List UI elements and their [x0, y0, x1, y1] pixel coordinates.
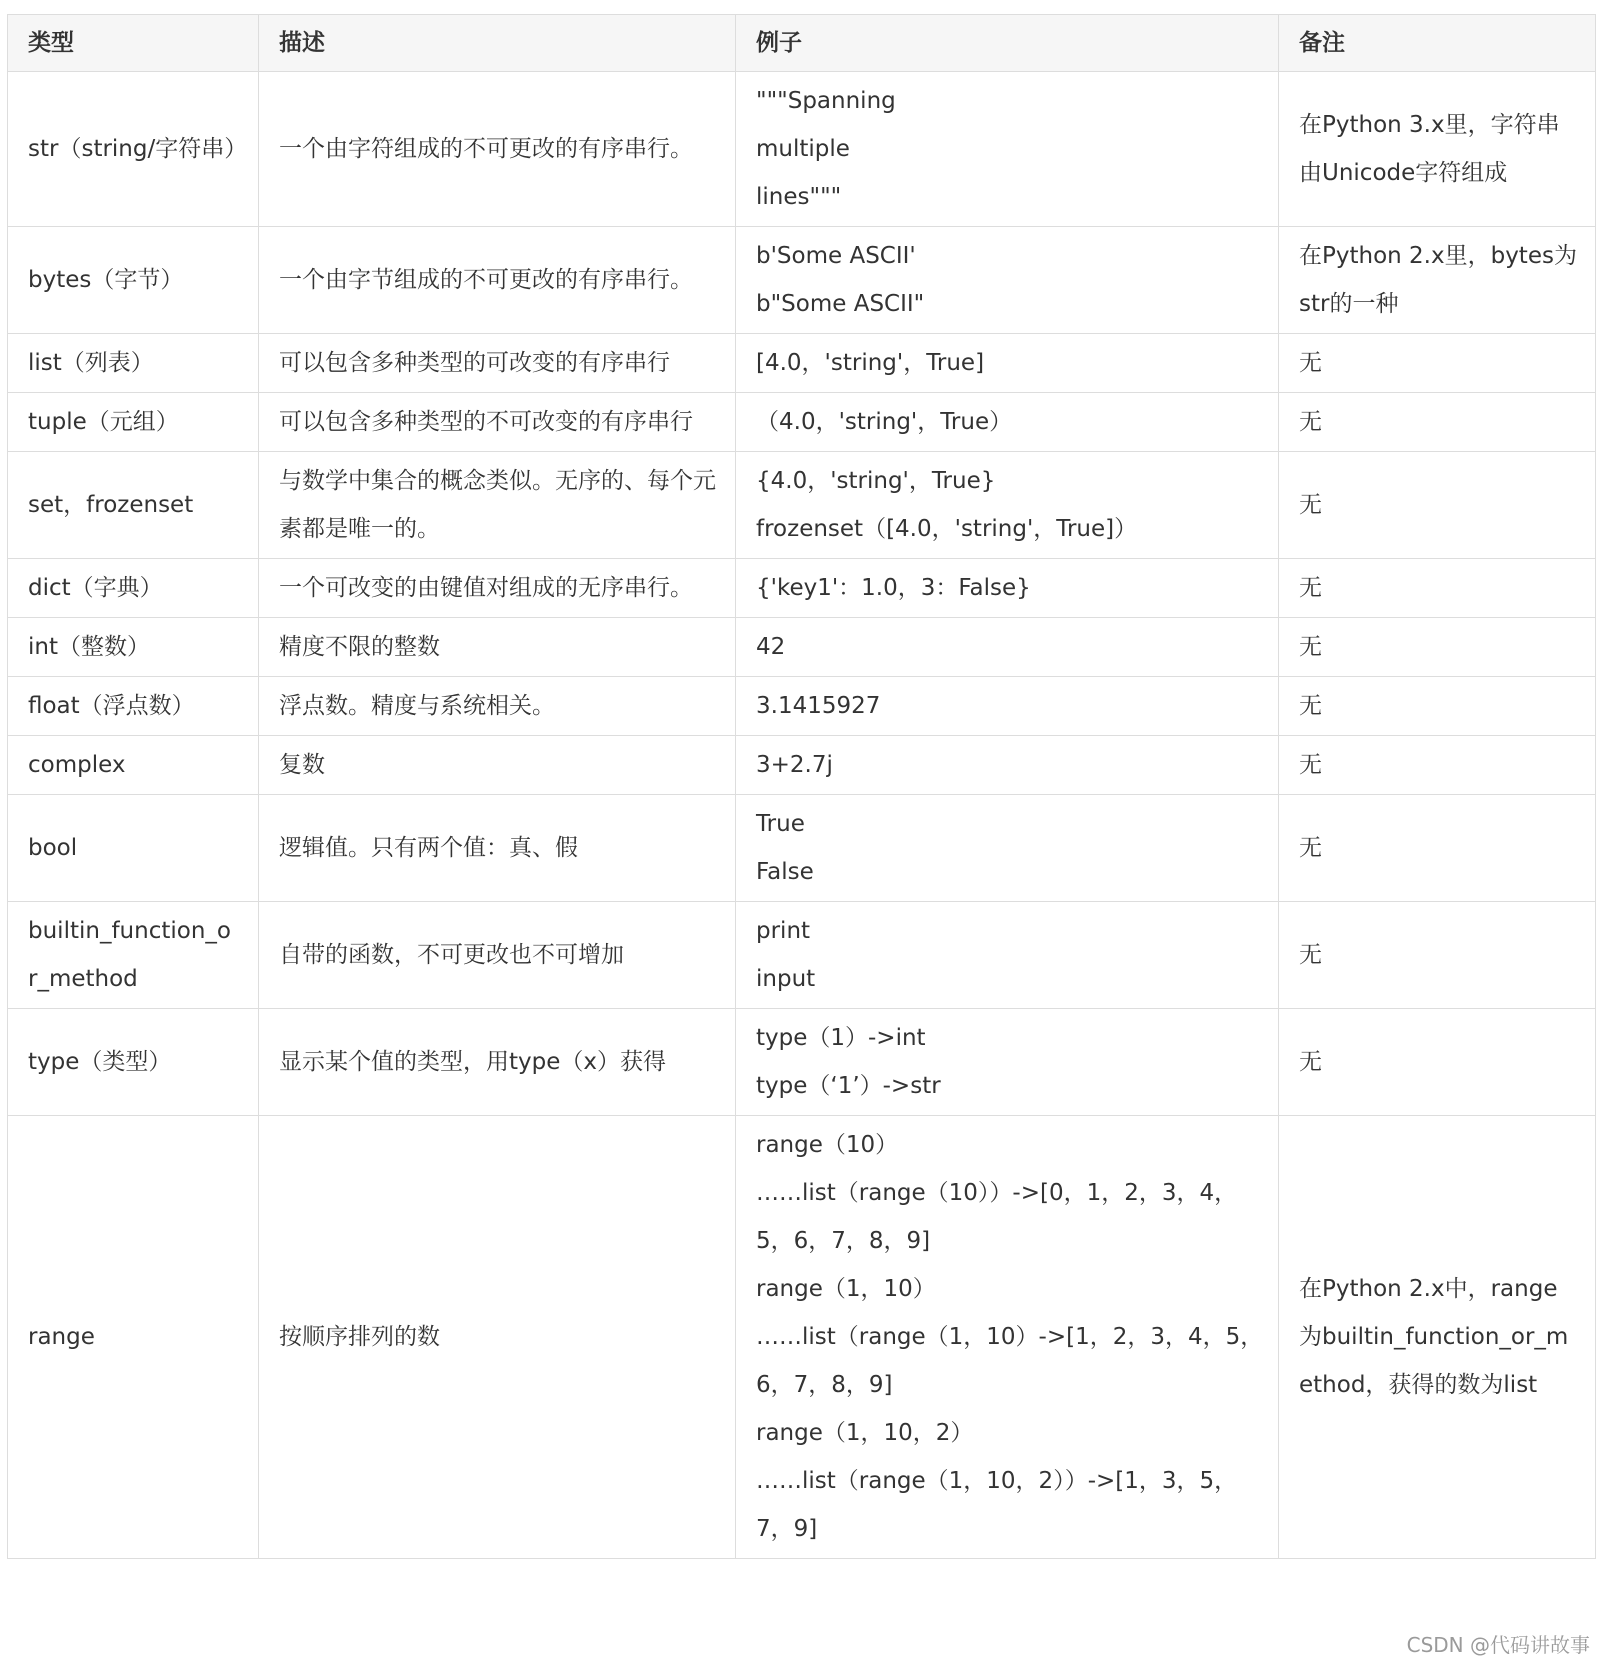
cell-example	[736, 795, 1279, 902]
cell-type: type（类型）	[8, 1009, 259, 1116]
example-line: 5，6，7，8，9]	[756, 1228, 931, 1254]
example-line: range（10）	[756, 1132, 899, 1158]
cell-note: 无	[1279, 1009, 1596, 1116]
cell-type: float（浮点数）	[8, 677, 259, 736]
cell-type: set，frozenset	[8, 452, 259, 559]
cell-example	[736, 1116, 1279, 1559]
cell-type: str（string/字符串）	[8, 72, 259, 227]
table-row	[8, 72, 1596, 227]
table-row	[8, 618, 1596, 677]
cell-description: 一个由字节组成的不可更改的有序串行。	[259, 227, 736, 334]
cell-description: 按顺序排列的数	[259, 1116, 736, 1559]
cell-example	[736, 618, 1279, 677]
cell-type: dict（字典）	[8, 559, 259, 618]
cell-example	[736, 72, 1279, 227]
example-line: b"Some ASCII"	[756, 291, 925, 317]
cell-type: list（列表）	[8, 334, 259, 393]
table-row	[8, 795, 1596, 902]
table-row	[8, 1009, 1596, 1116]
cell-type: builtin_function_or_method	[8, 902, 259, 1009]
cell-note: 无	[1279, 618, 1596, 677]
cell-description: 自带的函数，不可更改也不可增加	[259, 902, 736, 1009]
cell-note: 无	[1279, 452, 1596, 559]
example-line: multiple	[756, 136, 850, 162]
table-row	[8, 227, 1596, 334]
example-line: frozenset（[4.0，'string'，True]）	[756, 516, 1138, 542]
cell-example	[736, 559, 1279, 618]
cell-note: 无	[1279, 334, 1596, 393]
table-row	[8, 559, 1596, 618]
example-line: False	[756, 859, 814, 885]
cell-example	[736, 1009, 1279, 1116]
header-example: 例子	[736, 15, 1279, 72]
cell-description: 可以包含多种类型的可改变的有序串行	[259, 334, 736, 393]
cell-example	[736, 334, 1279, 393]
table-row	[8, 1116, 1596, 1559]
cell-example	[736, 736, 1279, 795]
cell-example	[736, 393, 1279, 452]
cell-description: 一个可改变的由键值对组成的无序串行。	[259, 559, 736, 618]
cell-example	[736, 677, 1279, 736]
table-row	[8, 452, 1596, 559]
table-row	[8, 393, 1596, 452]
example-line: 3+2.7j	[756, 752, 833, 778]
cell-description: 复数	[259, 736, 736, 795]
cell-type: bool	[8, 795, 259, 902]
example-line: 3.1415927	[756, 693, 881, 719]
example-line: [4.0，'string'，True]	[756, 350, 985, 376]
header-row	[8, 15, 1596, 72]
example-line: """Spanning	[756, 88, 896, 114]
example-line: 7，9]	[756, 1516, 818, 1542]
table-row	[8, 736, 1596, 795]
example-line: range（1，10）	[756, 1276, 936, 1302]
example-line: print	[756, 918, 811, 944]
example-line: {4.0，'string'，True}	[756, 468, 996, 494]
cell-description: 与数学中集合的概念类似。无序的、每个元素都是唯一的。	[259, 452, 736, 559]
example-line: ……list（range（1，10，2））->[1，3，5，	[756, 1468, 1238, 1494]
cell-type: tuple（元组）	[8, 393, 259, 452]
cell-type: range	[8, 1116, 259, 1559]
example-line: b'Some ASCII'	[756, 243, 916, 269]
example-line: {'key1'：1.0，3：False}	[756, 575, 1031, 601]
table-body	[8, 72, 1596, 1559]
cell-note: 无	[1279, 736, 1596, 795]
cell-type: complex	[8, 736, 259, 795]
cell-example	[736, 452, 1279, 559]
table-row	[8, 334, 1596, 393]
cell-example	[736, 902, 1279, 1009]
cell-note: 无	[1279, 795, 1596, 902]
cell-description: 显示某个值的类型，用type（x）获得	[259, 1009, 736, 1116]
example-line: ……list（range（1，10）->[1，2，3，4，5，	[756, 1324, 1264, 1350]
example-line: lines"""	[756, 184, 842, 210]
example-line: 42	[756, 634, 786, 660]
cell-note: 在Python 2.x里，bytes为str的一种	[1279, 227, 1596, 334]
cell-note: 无	[1279, 902, 1596, 1009]
header-type: 类型	[8, 15, 259, 72]
cell-description: 一个由字符组成的不可更改的有序串行。	[259, 72, 736, 227]
python-types-table	[7, 14, 1596, 1559]
example-line: 6，7，8，9]	[756, 1372, 893, 1398]
cell-description: 逻辑值。只有两个值：真、假	[259, 795, 736, 902]
cell-note: 无	[1279, 559, 1596, 618]
example-line: （4.0，'string'，True）	[756, 409, 1013, 435]
example-line: type（‘1’）->str	[756, 1073, 941, 1099]
cell-note: 无	[1279, 393, 1596, 452]
table-row	[8, 902, 1596, 1009]
cell-type: int（整数）	[8, 618, 259, 677]
cell-description: 浮点数。精度与系统相关。	[259, 677, 736, 736]
cell-description: 精度不限的整数	[259, 618, 736, 677]
cell-note: 在Python 3.x里，字符串由Unicode字符组成	[1279, 72, 1596, 227]
cell-description: 可以包含多种类型的不可改变的有序串行	[259, 393, 736, 452]
header-note: 备注	[1279, 15, 1596, 72]
example-line: ……list（range（10））->[0，1，2，3，4，	[756, 1180, 1238, 1206]
cell-note: 无	[1279, 677, 1596, 736]
cell-type: bytes（字节）	[8, 227, 259, 334]
table-row	[8, 677, 1596, 736]
example-line: type（1）->int	[756, 1025, 926, 1051]
cell-example	[736, 227, 1279, 334]
example-line: range（1，10，2）	[756, 1420, 974, 1446]
watermark: CSDN @代码讲故事	[1406, 1633, 1590, 1657]
example-line: input	[756, 966, 816, 992]
header-description: 描述	[259, 15, 736, 72]
cell-note: 在Python 2.x中，range为builtin_function_or_method，获得的数为list	[1279, 1116, 1596, 1559]
example-line: True	[756, 811, 805, 837]
